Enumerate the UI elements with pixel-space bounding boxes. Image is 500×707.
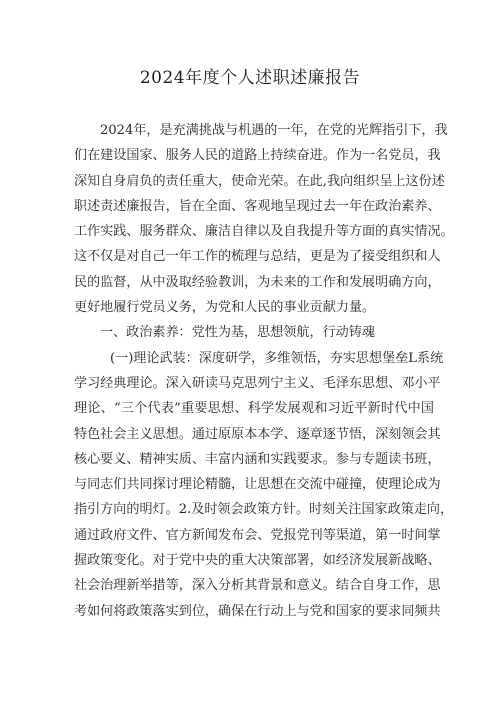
paragraph-line: 工作实践、服务群众、廉洁自律以及自我提升等方面的真实情况。 <box>74 224 454 240</box>
document-body <box>74 118 454 624</box>
paragraph-line: 民的监督，从中汲取经验教训，为未来的工作和发展明确方向， <box>74 274 441 290</box>
paragraph-line: 深知自身肩负的责任重大，使命光荣。在此,我向组织呈上这份述 <box>74 173 445 189</box>
paragraph-line: 通过政府文件、官方新闻发布会、党报党刊等渠道，第一时间掌 <box>74 527 441 543</box>
paragraph-line: 们在建设国家、服务人民的道路上持续奋进。作为一名党员，我 <box>74 148 441 164</box>
paragraph-line: 核心要义、精神实质、丰富内涵和实践要求。参与专题读书班， <box>74 451 441 467</box>
paragraph-line: 特色社会主义思想。通过原原本本学、逐章逐节悟，深刻领会其 <box>74 426 441 442</box>
paragraph-line: 社会治理新举措等，深入分析其背景和意义。结合自身工作，思 <box>74 578 441 594</box>
section-heading: 一、政治素养：党性为基，思想领航，行动铸魂 <box>100 325 375 341</box>
paragraph-line: 指引方向的明灯。2.及时领会政策方针。时刻关注国家政策走向， <box>74 502 454 518</box>
paragraph-line: 职述责述廉报告，旨在全面、客观地呈现过去一年在政治素养、 <box>74 198 441 214</box>
paragraph-line: 握政策变化。对于党中央的重大决策部署，如经济发展新战略、 <box>74 553 441 569</box>
paragraph-line: 这不仅是对自己一年工作的梳理与总结，更是为了接受组织和人 <box>74 249 441 265</box>
document-title: 2024年度个人述职述廉报告 <box>139 68 361 88</box>
paragraph-line: 学习经典理论。深入研读马克思列宁主义、毛泽东思想、邓小平 <box>74 375 441 391</box>
subsection-heading-line: (一)理论武装：深度研学，多维领悟，夯实思想堡垒L系统 <box>110 350 444 366</box>
paragraph-line: 2024年，是充满挑战与机遇的一年，在党的光辉指引下，我 <box>100 123 448 138</box>
paragraph-line: 理论、“三个代表”重要思想、科学发展观和习近平新时代中国 <box>74 401 434 417</box>
paragraph-line: 更好地履行党员义务，为党和人民的事业贡献力量。 <box>74 300 376 316</box>
paragraph-line: 与同志们共同探讨理论精髓，让思想在交流中碰撞，使理论成为 <box>74 477 441 493</box>
paragraph-line: 考如何将政策落实到位，确保在行动上与党和国家的要求同频共 <box>74 603 441 619</box>
